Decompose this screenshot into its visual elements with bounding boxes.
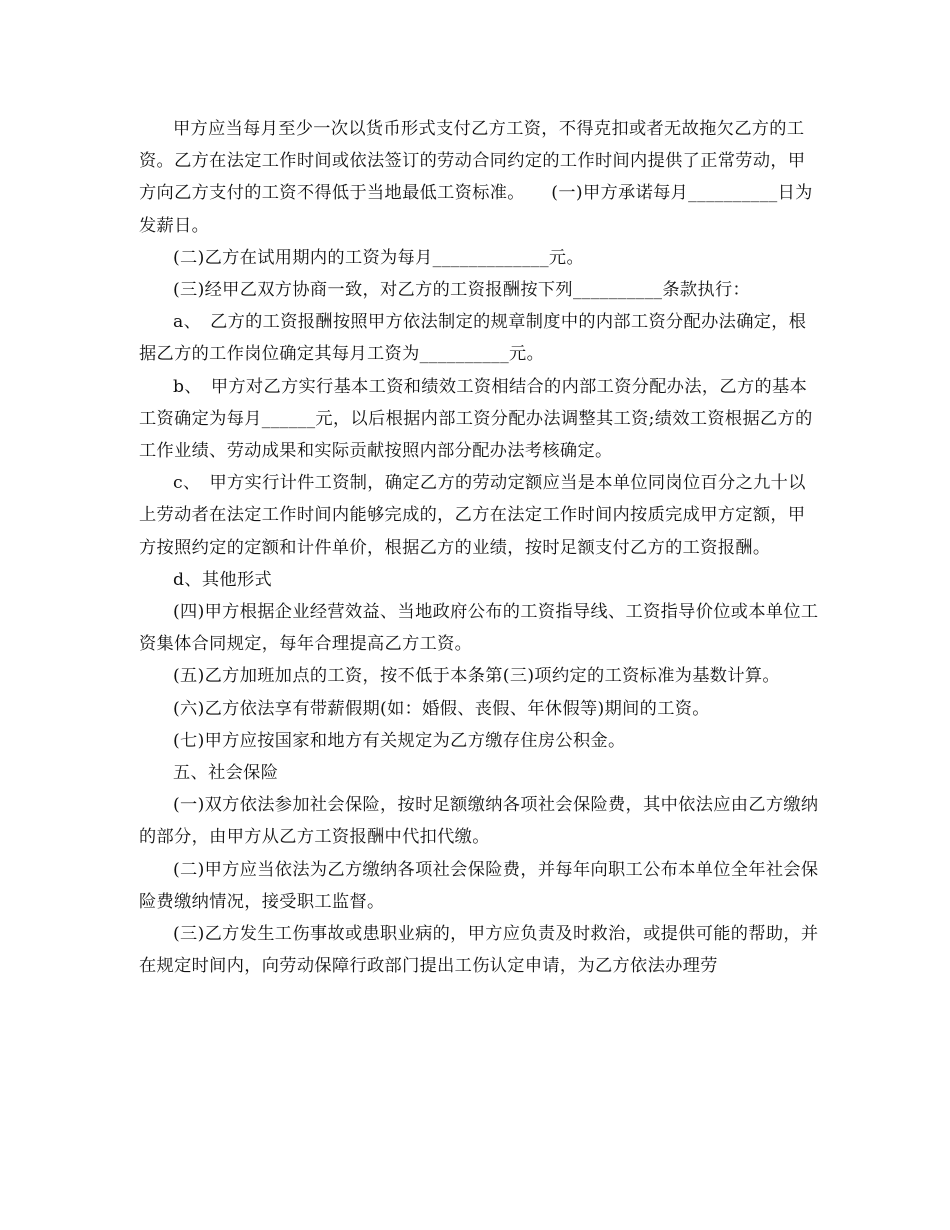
paragraph-option-b: b、 甲方对乙方实行基本工资和绩效工资相结合的内部工资分配办法，乙方的基本工资确定为每月______元，以后根据内部工资分配办法调整其工资;绩效工资根据乙方的工作业绩、劳动成果和实际贡献按照内部分配办法考核确定。 <box>139 376 813 462</box>
paragraph-option-c: c、 甲方实行计件工资制，确定乙方的劳动定额应当是本单位同岗位百分之九十以上劳动者在法定工作时间内能够完成的，乙方在法定工作时间内按质完成甲方定额，甲方按照约定的定额和计件单价，根据乙方的业绩，按时足额支付乙方的工资报酬。 <box>139 473 806 558</box>
paragraph-item-6: (六)乙方依法享有带薪假期(如：婚假、丧假、年休假等)期间的工资。 <box>173 698 710 719</box>
paragraph-option-d: d、其他形式 <box>173 569 273 590</box>
paragraph-insurance-1: (一)双方依法参加社会保险，按时足额缴纳各项社会保险费，其中依法应由乙方缴纳的部分，由甲方从乙方工资报酬中代扣代缴。 <box>139 795 819 848</box>
section-heading-social-insurance: 五、社会保险 <box>173 763 279 784</box>
paragraph-wage-payment: 甲方应当每月至少一次以货币形式支付乙方工资，不得克扣或者无故拖欠乙方的工资。乙方在法定工作时间或依法签订的劳动合同约定的工作时间内提供了正常劳动，甲方向乙方支付的工资不得低于当地最低工资标准。 (一)甲方承诺每月__________日为发薪日。 <box>139 119 813 236</box>
paragraph-insurance-2: (二)甲方应当依法为乙方缴纳各项社会保险费，并每年向职工公布本单位全年社会保险费缴纳情况，接受职工监督。 <box>139 859 819 912</box>
paragraph-item-7: (七)甲方应按国家和地方有关规定为乙方缴存住房公积金。 <box>173 730 626 751</box>
paragraph-item-4: (四)甲方根据企业经营效益、当地政府公布的工资指导线、工资指导价位或本单位工资集体合同规定，每年合理提高乙方工资。 <box>139 602 819 655</box>
paragraph-option-a: a、 乙方的工资报酬按照甲方依法制定的规章制度中的内部工资分配办法确定，根据乙方的工作岗位确定其每月工资为__________元。 <box>139 312 807 365</box>
document-body <box>139 113 819 982</box>
paragraph-probation-wage: (二)乙方在试用期内的工资为每月_____________元。 <box>173 247 584 268</box>
paragraph-insurance-3: (三)乙方发生工伤事故或患职业病的，甲方应负责及时救治，或提供可能的帮助，并在规定时间内，向劳动保障行政部门提出工伤认定申请，为乙方依法办理劳 <box>139 924 819 977</box>
paragraph-item-5: (五)乙方加班加点的工资，按不低于本条第(三)项约定的工资标准为基数计算。 <box>173 666 780 687</box>
paragraph-wage-terms: (三)经甲乙双方协商一致，对乙方的工资报酬按下列__________条款执行： <box>173 280 751 301</box>
